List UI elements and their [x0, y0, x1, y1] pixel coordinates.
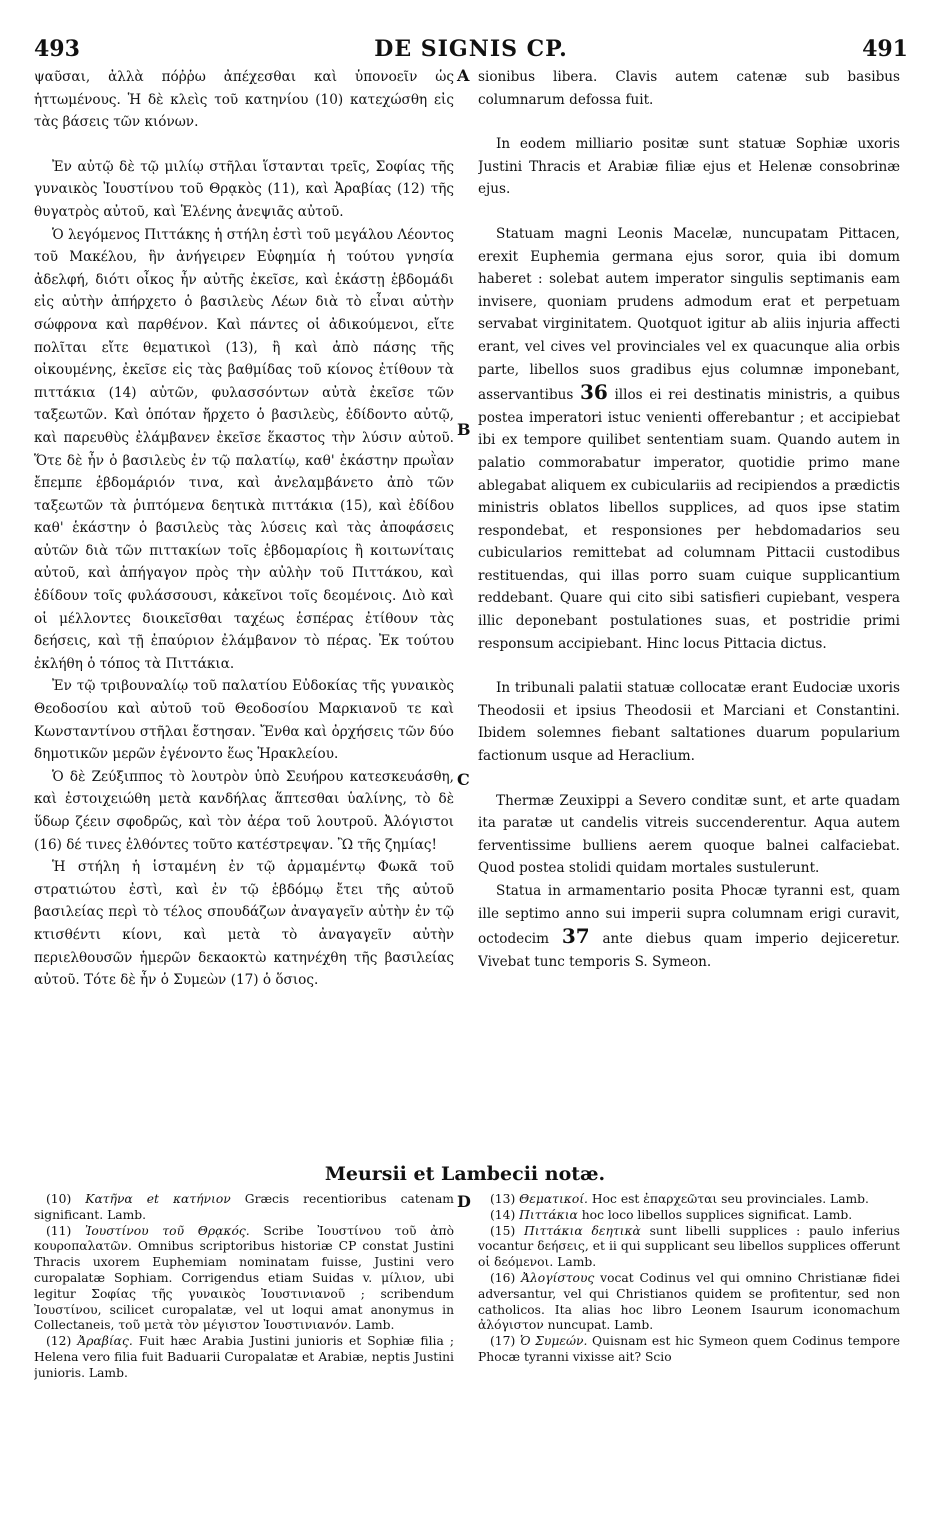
footnote-number: (16): [490, 1270, 516, 1285]
latin-text-column: [478, 66, 900, 1160]
footnote: [34, 1224, 454, 1335]
latin-text-span: illos ei rei destinatis ministris, a quibus postea imperatori istuc venienti offerebantur ; et accipiebat ibi ex tempore quilibet sententiam suam. Quando autem in palatio commorabatur imperator, quotidie primo mane ablegabat aliquem ex cubiculariis ad recipiendos a prædictis ministris oblatos libellos supplices, ad quos ipse statim respondebat, et responsiones per hebdomadarios seu cubicularios remittebat ad columnam Pittacii custodibus restituendas, qui illas porro suam cuique supplicantium reddebant. Quare qui cito sibi satisfieri cupiebant, vespera illic deponebant postulationes suas, et postridie primi responsum accipiebant. Hinc locus Pittacia dictus.: [478, 387, 900, 652]
greek-paragraph: Ὁ λεγόμενος Πιττάκης ἡ στήλη ἐστὶ τοῦ μεγάλου Λέοντος τοῦ Μακέλου, ἣν ἀνήγειρεν Εὐφημία ἡ τούτου γνησία ἀδελφή, διότι οἶκος ἦν αὐτῆς ἐκεῖσε, καὶ ἑκάστῃ ἑβδομάδι εἰς αὐτὴν ἀπήρχετο ὁ βασιλεὺς Λέων διὰ τὸ εἶναι αὐτὴν σώφρονα καὶ παρθένον. Καὶ πάντες οἱ ἀδικούμενοι, εἴτε πολῖται εἴτε θεματικοὶ (13), ἢ καὶ ἀπὸ πάσης τῆς οἰκουμένης, ἐκεῖσε εἰς τὰς βαθμίδας τοῦ κίονος ἐτίθουν τὰ πιττάκια (14) αὐτῶν, φυλασσόντων αὐτὰ ἐκεῖσε τῶν ταξεωτῶν. Καὶ ὁπόταν ἤρχετο ὁ βασιλεὺς, ἐδίδοντο αὐτῷ, καὶ παρευθὺς ἐλάμβανεν ἐκεῖσε ἕκαστος τὴν λύσιν αὐτοῦ. Ὅτε δὲ ἦν ὁ βασιλεὺς ἐν τῷ παλατίῳ, καθ' ἑκάστην πρωῒαν ἔπεμπε ἑβδομάριόν τινα, καὶ ἀνελαμβάνετο ἀπὸ τῶν ταξεωτῶν τὰ ῥιπτόμενα δεητικὰ πιττάκια (15), καὶ ἐδίδου καθ' ἑκάστην ὁ βασιλεὺς τὰς λύσεις καὶ τὰς ἀποφάσεις αὐτῶν διὰ τῶν πιττακίων τοῖς ἑβδομαρίοις ἢ κοιτωνίταις αὐτοῦ, καὶ ἀπήγαγον πρὸς τὴν αὐλὴν τοῦ Πιττάκου, καὶ ἐδίδουν τοῖς φυλάσσουσι, κἀκεῖνοι τοῖς δεομένοις. Διὸ καὶ οἱ μέλλοντες διοικεῖσθαι ταχέως ἑσπέρας ἐτίθουν τὰς δεήσεις, καὶ τῇ ἐπαύριον ἐλάμβανον τὸ πέρας. Ἐκ τούτου ἐκλήθη ὁ τόπος τὰ Πιττάκια.: [34, 226, 454, 672]
footnote-number: (11): [46, 1223, 72, 1238]
footnote: [34, 1334, 454, 1381]
column-number-37: 37: [561, 924, 590, 949]
margin-marker-a: A: [457, 66, 470, 85]
footnote-text: Scribe Ἰουστίνου τοῦ ἀπὸ κουροπαλατῶν. Omnibus scriptoribus historiæ CP constat Justini Thracis uxorem Euphemiam nominatam fuisse, Justini vero curopalatæ Sophiam. Corrigendus etiam Suidas v. μίλιον, ubi legitur Σοφίας τῆς γυναικὸς Ἰουστινιανοῦ ; scribendum Ἰουστίνου, scilicet curopalatæ, vel ut loqui amat anonymus in Collectaneis, τοῦ μετὰ τὸν μέγιστον Ἰουστινιανόν. Lamb.: [34, 1223, 454, 1333]
greek-text-column: [34, 66, 454, 1160]
footnote-number: (17): [490, 1334, 516, 1349]
latin-text-span: Statuam magni Leonis Macelæ, nuncupatam Pittacen, erexit Euphemia germana ejus soror, quia ibi domum haberet : solebat autem imperator singulis septimanis eam invisere, quoniam prudens admodum erat et perpetuam servabat virginitatem. Quotquot igitur ab aliis injuria affecti erant, vel cives vel provinciales vel ex quacunque alia orbis parte, libellos suos gradibus ejus columnæ imponebant, asservantibus: [478, 225, 900, 404]
footnote-text: Græcis recentioribus catenam significant. Lamb.: [34, 1192, 454, 1222]
latin-paragraph: In tribunali palatii statuæ collocatæ erant Eudociæ uxoris Theodosii et ipsius Theodosii et Marciani et Constantini. Ibidem solemnes fiebant saltationes duarum popularium factionum usque ad Heraclium.: [478, 680, 900, 765]
footnote-lemma: Πιττάκια δεητικὰ: [524, 1223, 641, 1238]
margin-marker-d: D: [457, 1192, 471, 1211]
footnote: [478, 1192, 900, 1208]
notes-right-column: [478, 1192, 900, 1522]
footnote-lemma: Ἀλογίστους: [521, 1270, 595, 1285]
latin-text-span: Statua in armamentario posita Phocæ tyranni est, quam ille septimo anno sui imperii supra columnam erigi curavit, octodecim: [478, 883, 900, 948]
latin-paragraph: [478, 880, 900, 973]
footnote-text: Hoc est ἐπαρχεῶται seu provinciales. Lamb.: [591, 1192, 869, 1206]
footnote-lemma: Κατῆνα et κατήνιον: [85, 1192, 231, 1206]
margin-marker-b: B: [457, 420, 471, 439]
footnote-number: (10): [46, 1192, 72, 1206]
latin-text-span: ante diebus quam imperio dejiceretur. Vivebat tunc temporis S. Symeon.: [478, 931, 900, 970]
footnote: [478, 1271, 900, 1334]
footnote: [478, 1208, 900, 1224]
left-page-number: 493: [34, 36, 80, 62]
footnote-number: (15): [490, 1223, 516, 1238]
latin-paragraph: In eodem milliario positæ sunt statuæ Sophiæ uxoris Justini Thracis et Arabiæ filiæ ejus et Helenæ consobrinæ ejus.: [478, 136, 900, 198]
running-title: DE SIGNIS CP.: [374, 36, 568, 62]
footnote-number: (13): [490, 1192, 516, 1206]
footnote-text: Fuit hæc Arabia Justini junioris et Sophiæ filia ; Helena vero filia fuit Baduarii Curopalatæ et Arabiæ, neptis Justini junioris. Lamb.: [34, 1334, 454, 1380]
greek-paragraph: Ἡ στήλη ἡ ἱσταμένη ἐν τῷ ἀρμαμέντῳ Φωκᾶ τοῦ στρατιώτου ἐστὶ, καὶ ἐν τῷ ἑβδόμῳ ἔτει τῆς αὐτοῦ βασιλείας περὶ τὸ τέλος σπουδάζων ἀναγαγεῖν αὐτὴν ἐν τῷ κτισθέντι κίονι, καὶ μετὰ τὸ ἀναγαγεῖν αὐτὴν περιελθουσῶν ἡμερῶν δεκαοκτὼ κατηνέχθη τῆς βασιλείας αὐτοῦ. Τότε δὲ ἦν ὁ Συμεὼν (17) ὁ ὅσιος.: [34, 859, 454, 989]
greek-paragraph: Ὁ δὲ Ζεύξιππος τὸ λουτρὸν ὑπὸ Σευήρου κατεσκευάσθη, καὶ ἐστοιχειώθη μετὰ κανδήλας ἅπτεσθαι ὑαλίνης, τὸ δὲ ὕδωρ ζέειν σφοδρῶς, καὶ τὸν ἀέρα τοῦ λουτροῦ. Ἀλόγιστοι (16) δέ τινες ἐλθόντες τοῦτο κατέστρεψαν. Ὢ τῆς ζημίας!: [34, 768, 454, 853]
right-page-number: 491: [862, 36, 908, 62]
footnote-lemma: Ἰουστίνου τοῦ Θρᾳκός.: [84, 1223, 250, 1238]
latin-paragraph: Thermæ Zeuxippi a Severo conditæ sunt, et arte quadam ita paratæ ut candelis vitreis succenderentur. Aqua autem ferventissime bulliens aerem quoque balnei calfaciebat. Quod postea stolidi quidam mortales sustulerunt.: [478, 792, 900, 877]
footnote-lemma: Θεματικοί.: [519, 1192, 588, 1206]
footnote-number: (12): [46, 1334, 72, 1349]
margin-marker-c: C: [457, 770, 470, 789]
footnote: [34, 1192, 454, 1224]
latin-paragraph: [478, 223, 900, 655]
greek-paragraph: ψαῦσαι, ἀλλὰ πόῤῥω ἀπέχεσθαι καὶ ὑπονοεῖν ὡς ἡττωμένους. Ἡ δὲ κλεὶς τοῦ κατηνίου (10) κατεχώσθη εἰς τὰς βάσεις τῶν κιόνων.: [34, 69, 454, 131]
greek-paragraph: Ἐν αὐτῷ δὲ τῷ μιλίῳ στῆλαι ἵστανται τρεῖς, Σοφίας τῆς γυναικὸς Ἰουστίνου τοῦ Θρᾳκὸς (11), καὶ Ἀραβίας (12) τῆς θυγατρὸς αὐτοῦ, καὶ Ἑλένης ἀνεψιᾶς αὐτοῦ.: [34, 158, 454, 220]
greek-paragraph: Ἐν τῷ τριβουναλίῳ τοῦ παλατίου Εὐδοκίας τῆς γυναικὸς Θεοδοσίου καὶ αὐτοῦ τοῦ Θεοδοσίου Μαρκιανοῦ τε καὶ Κωνσταντίνου στῆλαι ἔστησαν. Ἔνθα καὶ ὀρχήσεις τῶν δύο δημοτικῶν μερῶν ἐγένοντο ἕως Ἡρακλείου.: [34, 678, 454, 763]
footnote-text: Quisnam est hic Symeon quem Codinus tempore Phocæ tyranni vixisse ait? Scio: [478, 1334, 900, 1364]
footnote-text: hoc loco libellos supplices significat. Lamb.: [581, 1207, 853, 1222]
footnote-number: (14): [490, 1207, 516, 1222]
notes-heading: Meursii et Lambecii notæ.: [324, 1163, 606, 1185]
footnote-text: vocat Codinus vel qui omnino Christianæ fidei adversantur, vel qui Christianos quidem se profitentur, sed non catholicos. Ita alias hoc libro Leonem Isaurum iconomachum ἀλόγιστον nuncupat. Lamb.: [478, 1270, 900, 1333]
latin-paragraph: sionibus libera. Clavis autem catenæ sub basibus columnarum defossa fuit.: [478, 69, 900, 108]
notes-left-column: [34, 1192, 454, 1522]
column-number-36: 36: [580, 380, 608, 405]
footnote-lemma: Ὁ Συμεών.: [519, 1334, 588, 1349]
footnote-lemma: Πιττάκια: [519, 1207, 578, 1222]
footnote: [478, 1224, 900, 1271]
footnote-lemma: Ἀραβίας.: [77, 1334, 133, 1349]
running-header: [34, 36, 908, 62]
footnote-text: sunt libelli supplices : paulo inferius vocantur δεήσεις, et ii qui supplicant seu libellos supplices offerunt οἱ δεόμενοι. Lamb.: [478, 1223, 900, 1270]
footnote: [478, 1334, 900, 1366]
